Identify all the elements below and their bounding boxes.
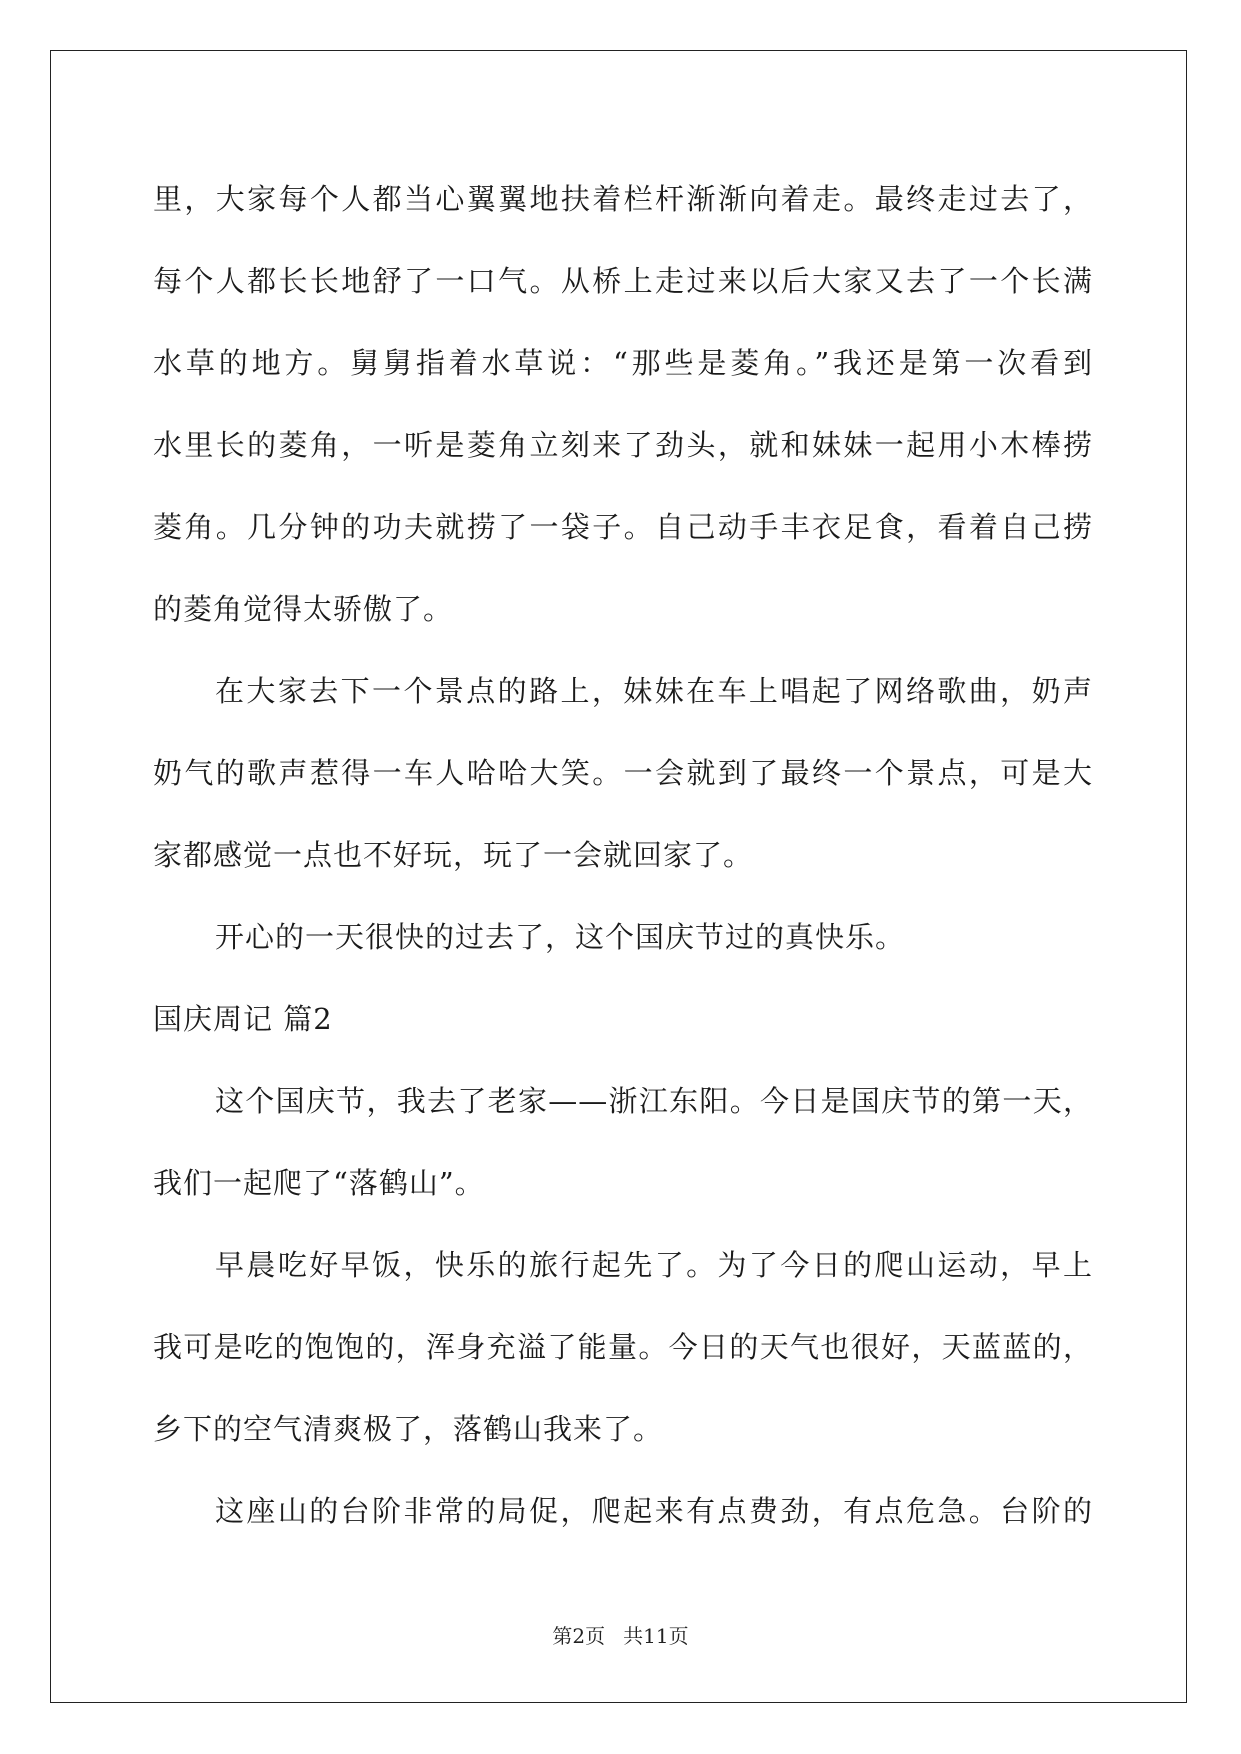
page-number: 第2页: [552, 1624, 606, 1648]
text-line: 的菱角觉得太骄傲了。: [153, 592, 454, 626]
text-line: 开心的一天很快的过去了，这个国庆节过的真快乐。: [215, 920, 906, 954]
section-heading: 国庆周记 篇2: [153, 1002, 333, 1036]
page-total: 共11页: [623, 1624, 689, 1648]
text-line: 水里长的菱角，一听是菱角立刻来了劲头，就和妹妹一起用小木棒捞: [153, 428, 1093, 462]
text-line: 乡下的空气清爽极了，落鹤山我来了。: [153, 1412, 664, 1446]
page-footer: [0, 1620, 1241, 1649]
document-body: [153, 158, 1093, 1552]
text-line: 水草的地方。舅舅指着水草说：“那些是菱角。”我还是第一次看到: [153, 346, 1093, 380]
text-line: 这个国庆节，我去了老家——浙江东阳。今日是国庆节的第一天，: [215, 1084, 1093, 1118]
text-line: 家都感觉一点也不好玩，玩了一会就回家了。: [153, 838, 754, 872]
text-line: 在大家去下一个景点的路上，妹妹在车上唱起了网络歌曲，奶声: [215, 674, 1093, 708]
text-line: 菱角。几分钟的功夫就捞了一袋子。自己动手丰衣足食，看着自己捞: [153, 510, 1093, 544]
text-line: 每个人都长长地舒了一口气。从桥上走过来以后大家又去了一个长满: [153, 264, 1093, 298]
text-line: 早晨吃好早饭，快乐的旅行起先了。为了今日的爬山运动，早上: [215, 1248, 1093, 1282]
text-line: 我们一起爬了“落鹤山”。: [153, 1166, 485, 1200]
text-line: 我可是吃的饱饱的，浑身充溢了能量。今日的天气也很好，天蓝蓝的，: [153, 1330, 1093, 1364]
text-line: 里，大家每个人都当心翼翼地扶着栏杆渐渐向着走。最终走过去了，: [153, 182, 1093, 216]
text-line: 这座山的台阶非常的局促，爬起来有点费劲，有点危急。台阶的: [215, 1494, 1093, 1528]
text-line: 奶气的歌声惹得一车人哈哈大笑。一会就到了最终一个景点，可是大: [153, 756, 1093, 790]
